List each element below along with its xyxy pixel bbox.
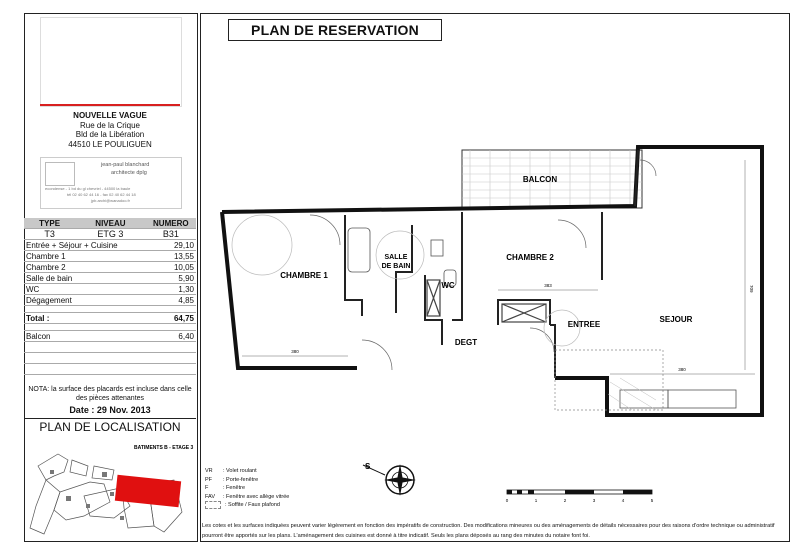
address-line: Bld de la Libération: [75, 130, 145, 139]
architect-logo: [45, 162, 75, 186]
floor-plan: [200, 120, 788, 420]
room-name: Chambre 1: [24, 251, 146, 262]
location-map: [24, 436, 196, 538]
room-label-chambre1: CHAMBRE 1: [280, 271, 328, 280]
architect-name: jean-paul blanchard: [101, 162, 150, 168]
legend: [205, 467, 289, 510]
header-numero: NUMERO: [146, 218, 196, 229]
total-row: [24, 313, 196, 324]
project-name: NOUVELLE VAGUE: [73, 111, 147, 120]
table-row: [24, 331, 196, 342]
room-area: 5,90: [146, 273, 196, 284]
scale-label: 2: [563, 498, 567, 503]
location-highlight: [115, 475, 181, 508]
project-address: [24, 111, 196, 149]
scale-label: 5: [650, 498, 654, 503]
value-niveau: ETG 3: [75, 229, 145, 240]
date-label: Date : 29 Nov. 2013: [69, 405, 151, 415]
room-area: 1,30: [146, 284, 196, 295]
room-area: 4,85: [146, 295, 196, 306]
footer-disclaimer: Les cotes et les surfaces indiquées peuvent varier légèrement en fonction des impératifs de construction. Des modifications mineures ou des aménagements de détails nécessaires pour des raisons d'ordre technique ou administratif pourront être apportés sur les plans. L'aménagement des cuisines est donné à titre indicatif. Seuls les plans déposés au rang des minutes du notaire font foi.: [202, 523, 775, 539]
total-value: 64,75: [146, 313, 196, 324]
architect-title: architecte dplg: [111, 170, 147, 176]
architect-contact: tél 02 40 62 44 16 - fax 02 40 62 44 18: [67, 192, 136, 197]
room-label-degt: DEGT: [454, 338, 478, 347]
nota-text: NOTA: la surface des placards est incluse dans celle des pièces attenantes: [28, 386, 192, 402]
room-name: WC: [24, 284, 146, 295]
room-name: Salle de bain: [24, 273, 146, 284]
dimension-label: 709: [749, 285, 754, 293]
room-area: 10,05: [146, 262, 196, 273]
value-numero: B31: [146, 229, 196, 240]
svg-text:S: S: [365, 462, 371, 471]
architect-stamp: [40, 157, 182, 209]
scale-label: 3: [592, 498, 596, 503]
logo-box: [40, 17, 182, 107]
page-title: PLAN DE RESERVATION: [228, 19, 442, 41]
value-type: T3: [24, 229, 75, 240]
room-name: Dégagement: [24, 295, 146, 306]
balcon-label: Balcon: [24, 331, 146, 342]
room-label-sdb: SALLE: [384, 254, 408, 261]
legend-item: VR : Volet roulant: [205, 468, 257, 474]
compass-icon: [355, 455, 425, 505]
dimension-label: 380: [678, 367, 686, 372]
legend-item: F : Fenêtre: [205, 485, 246, 491]
header-type: TYPE: [24, 218, 75, 229]
table-row: [24, 284, 196, 295]
table-row: [24, 273, 196, 284]
header-niveau: NIVEAU: [75, 218, 145, 229]
room-area: 29,10: [146, 240, 196, 251]
legend-item: : Soffite / Faux plafond: [205, 501, 289, 510]
scale-bar: [505, 488, 655, 506]
dimension-label: 383: [544, 283, 552, 288]
room-label-entree: ENTREE: [567, 320, 601, 329]
table-row: [24, 295, 196, 306]
room-label-sdb2: DE BAIN: [381, 263, 411, 270]
surface-table: [24, 218, 196, 375]
logo-red-line: [40, 104, 180, 106]
address-line: Rue de la Crique: [79, 120, 141, 130]
room-area: 13,55: [146, 251, 196, 262]
room-label-wc: WC: [441, 281, 455, 290]
location-title: PLAN DE LOCALISATION: [39, 420, 181, 434]
legend-item: PF : Porte-fenêtre: [205, 476, 259, 483]
scale-label: 1: [534, 498, 538, 503]
room-name: Entrée + Séjour + Cuisine: [24, 240, 146, 251]
architect-address: econdense - 1 bd du gl chevriel - 44500 la baule: [45, 186, 131, 191]
architect-email: jpb.archi@wanadoo.fr: [91, 198, 130, 203]
table-row: [24, 262, 196, 273]
table-row: [24, 251, 196, 262]
room-label-sejour: SEJOUR: [659, 315, 693, 324]
balcon-area: 6,40: [146, 331, 196, 342]
scale-label: 0: [505, 498, 509, 503]
dimension-label: 380: [291, 349, 299, 354]
legend-item: FAV : Fenêtre avec allège vitrée: [205, 493, 290, 500]
room-label-chambre2: CHAMBRE 2: [506, 253, 554, 262]
address-line: 44510 LE POULIGUEN: [68, 139, 152, 149]
scale-label: 4: [621, 498, 625, 503]
table-row: [24, 240, 196, 251]
total-label: Total :: [24, 313, 146, 324]
room-label-balcon: BALCON: [522, 175, 558, 184]
location-subtitle: BATIMENTS B - ETAGE 3: [134, 445, 194, 451]
divider: [24, 418, 196, 419]
room-name: Chambre 2: [24, 262, 146, 273]
